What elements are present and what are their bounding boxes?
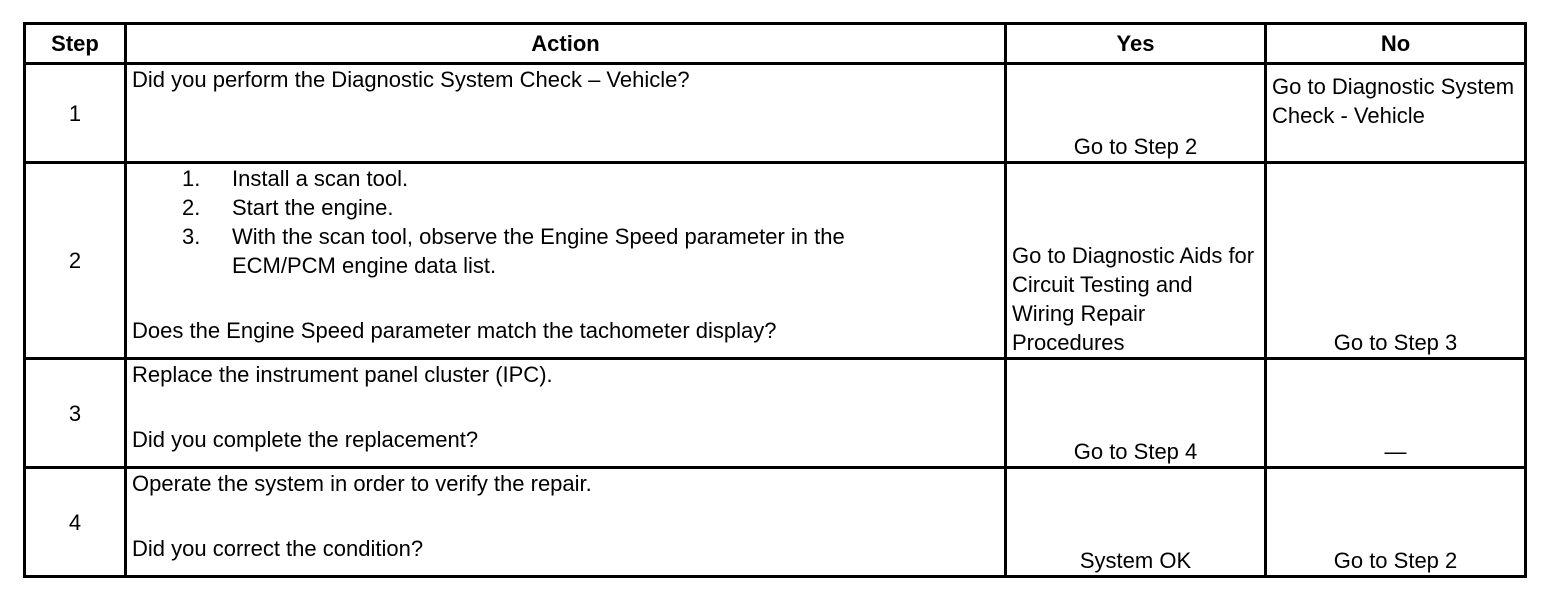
list-item — [132, 222, 999, 280]
action-text: Operate the system in order to verify the repair. — [132, 471, 592, 496]
no-cell: Go to Step 2 — [1266, 468, 1526, 577]
list-item — [132, 164, 999, 193]
step-number: 1 — [25, 64, 126, 163]
action-cell — [126, 163, 1006, 359]
table-row-step-4 — [25, 468, 1526, 577]
header-yes: Yes — [1006, 24, 1266, 64]
action-cell — [126, 64, 1006, 163]
action-text: Replace the instrument panel cluster (IPC). — [132, 362, 553, 387]
step-number: 2 — [25, 163, 126, 359]
header-no: No — [1266, 24, 1526, 64]
action-question: Did you complete the replacement? — [132, 427, 479, 452]
yes-cell: Go to Step 2 — [1006, 64, 1266, 163]
yes-cell: Go to Step 4 — [1006, 359, 1266, 468]
yes-cell: System OK — [1006, 468, 1266, 577]
action-text: Did you perform the Diagnostic System Check – Vehicle? — [132, 67, 690, 92]
header-step: Step — [25, 24, 126, 64]
action-step-list — [132, 164, 999, 280]
step-number: 3 — [25, 359, 126, 468]
header-action: Action — [126, 24, 1006, 64]
list-item-text: Install a scan tool. — [232, 166, 409, 191]
action-cell — [126, 359, 1006, 468]
step-number: 4 — [25, 468, 126, 577]
no-cell: — — [1266, 359, 1526, 468]
table-row-step-3 — [25, 359, 1526, 468]
list-item — [132, 193, 999, 222]
action-cell — [126, 468, 1006, 577]
table-row-step-1 — [25, 64, 1526, 163]
list-item-text: With the scan tool, observe the Engine Speed parameter in the ECM/PCM engine data list. — [232, 224, 845, 278]
action-question: Does the Engine Speed parameter match the tachometer display? — [132, 318, 777, 343]
list-item-number: 3. — [182, 224, 201, 249]
no-cell: Go to Diagnostic System Check - Vehicle — [1266, 64, 1526, 163]
list-item-number: 2. — [182, 195, 201, 220]
diagnostic-table — [23, 22, 1527, 578]
list-item-number: 1. — [182, 166, 201, 191]
yes-cell: Go to Diagnostic Aids for Circuit Testing and Wiring Repair Procedures — [1006, 163, 1266, 359]
table-row-step-2 — [25, 163, 1526, 359]
list-item-text: Start the engine. — [232, 195, 394, 220]
no-cell: Go to Step 3 — [1266, 163, 1526, 359]
action-question: Did you correct the condition? — [132, 536, 424, 561]
table-header-row — [25, 24, 1526, 64]
